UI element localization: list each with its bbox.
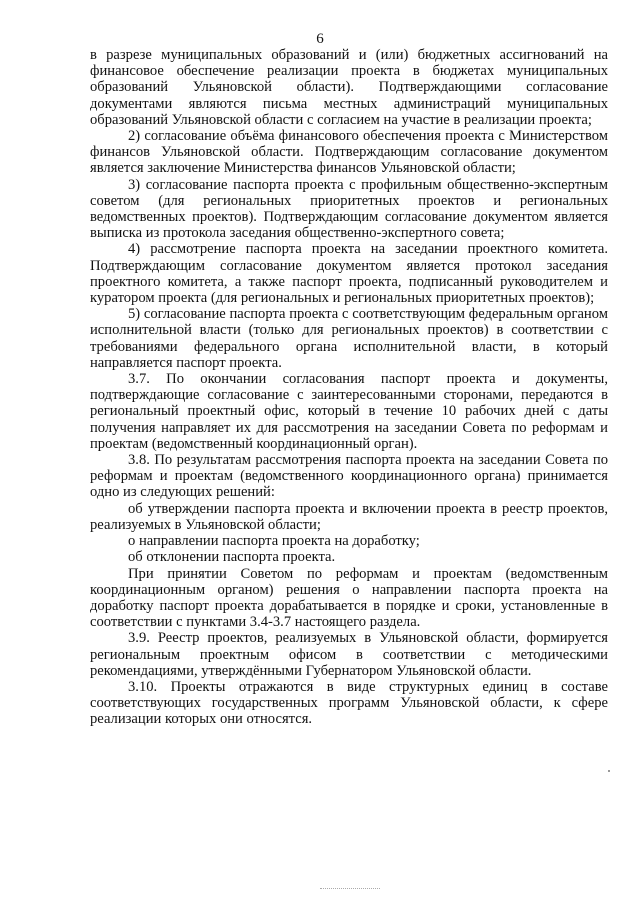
- scan-artifact: [320, 888, 380, 891]
- paragraph: 3.10. Проекты отражаются в виде структурных единиц в составе соответствующих государственных программ Ульяновской области, к сфере реализации которых они относятся.: [90, 678, 608, 728]
- paragraph: в разрезе муниципальных образований и (или) бюджетных ассигнований на финансовое обеспечение реализации проекта в бюджетах муниципальных образований Ульяновской области). Подтверждающими согласование документами являются письма местных администраций муниципальных образований Ульяновской области с согласием на участие в реализации проекта;: [90, 47, 608, 128]
- paragraph: При принятии Советом по реформам и проектам (ведомственным координационным органом) решения о направлении паспорта проекта на доработку паспорт проекта дорабатывается в порядке и сроки, установленные в соответствии с пунктами 3.4-3.7 настоящего раздела.: [90, 565, 608, 631]
- paragraph: об отклонении паспорта проекта.: [128, 549, 336, 566]
- paragraph: 2) согласование объёма финансового обеспечения проекта с Министерством финансов Ульяновской области. Подтверждающим согласование документом является заключение Министерства финансов Ульяновской области;: [90, 128, 608, 177]
- paragraph: о направлении паспорта проекта на доработку;: [128, 533, 420, 550]
- paragraph: 3.8. По результатам рассмотрения паспорта проекта на заседании Совета по реформам и проектам (ведомственного координационного органа) принимается одно из следующих решений:: [90, 452, 608, 501]
- paragraph: 3.7. По окончании согласования паспорт проекта и документы, подтверждающие согласование с заинтересованными сторонами, передаются в региональный проектный офис, который в течение 10 рабочих дней с даты получения направляет их для рассмотрения на заседании Совета по реформам и проектам (ведомственный координационный орган).: [90, 371, 608, 452]
- paragraph: 5) согласование паспорта проекта с соответствующим федеральным органом исполнительной власти (только для региональных проектов) в соответствии с требованиями федерального органа исполнительной власти, в который направляется паспорт проекта.: [90, 306, 608, 371]
- paragraph: об утверждении паспорта проекта и включении проекта в реестр проектов, реализуемых в Ульяновской области;: [90, 500, 608, 533]
- document-body: [90, 47, 608, 728]
- page-number: 6: [316, 31, 324, 47]
- scan-speck: [608, 770, 612, 774]
- paragraph: 4) рассмотрение паспорта проекта на заседании проектного комитета. Подтверждающим согласование документом является протокол заседания проектного комитета, а также паспорт проекта, подписанный руководителем и куратором проекта (для региональных и региональных приоритетных проектов);: [90, 241, 608, 307]
- paragraph: 3.9. Реестр проектов, реализуемых в Ульяновской области, формируется региональным проектным офисом в соответствии с методическими рекомендациями, утверждёнными Губернатором Ульяновской области.: [90, 630, 608, 679]
- paragraph: 3) согласование паспорта проекта с профильным общественно-экспертным советом (для региональных приоритетных проектов и региональных ведомственных проектов). Подтверждающим согласование документом является выписка из протокола заседания общественно-экспертного совета;: [90, 176, 608, 242]
